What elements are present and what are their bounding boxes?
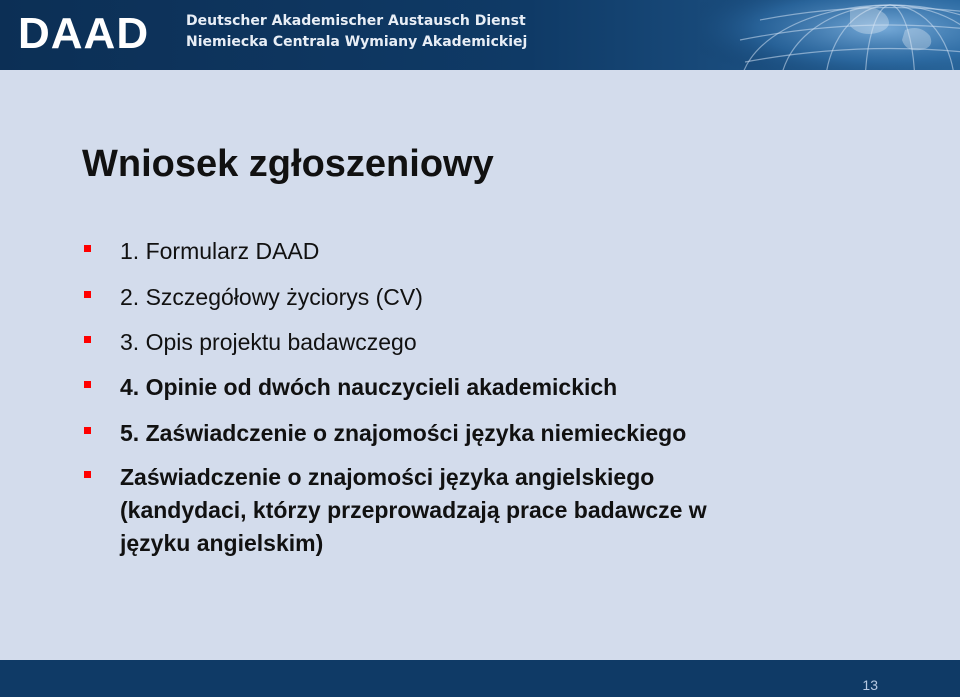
bullet-icon bbox=[84, 381, 91, 388]
list-item-text: 3. Opis projektu badawczego bbox=[120, 329, 417, 355]
list-item-text: 1. Formularz DAAD bbox=[120, 238, 320, 264]
bullet-icon bbox=[84, 471, 91, 478]
list-item-text: 2. Szczegółowy życiorys (CV) bbox=[120, 284, 423, 310]
globe-graphic-icon bbox=[700, 0, 960, 70]
footer-bar bbox=[0, 660, 960, 697]
list-item-text: 5. Zaświadczenie o znajomości języka niemieckiego bbox=[120, 420, 687, 446]
bullet-icon bbox=[84, 291, 91, 298]
bullet-icon bbox=[84, 245, 91, 252]
organization-name-polish: Niemiecka Centrala Wymiany Akademickiej bbox=[186, 34, 528, 50]
bullet-icon bbox=[84, 336, 91, 343]
list-item-text-line-2: (kandydaci, którzy przeprowadzają prace badawcze w bbox=[120, 497, 707, 523]
header-banner bbox=[0, 0, 960, 70]
list-item-text-line-1: Zaświadczenie o znajomości języka angielskiego bbox=[120, 464, 655, 490]
list-item-text: 4. Opinie od dwóch nauczycieli akademickich bbox=[120, 374, 618, 400]
bullet-icon bbox=[84, 427, 91, 434]
page-number: 13 bbox=[862, 677, 878, 693]
organization-name-german: Deutscher Akademischer Austausch Dienst bbox=[186, 13, 526, 29]
daad-logo: DAAD bbox=[18, 9, 150, 58]
list-item-text-line-3: języku angielskim) bbox=[120, 530, 324, 556]
slide-title: Wniosek zgłoszeniowy bbox=[82, 143, 494, 185]
